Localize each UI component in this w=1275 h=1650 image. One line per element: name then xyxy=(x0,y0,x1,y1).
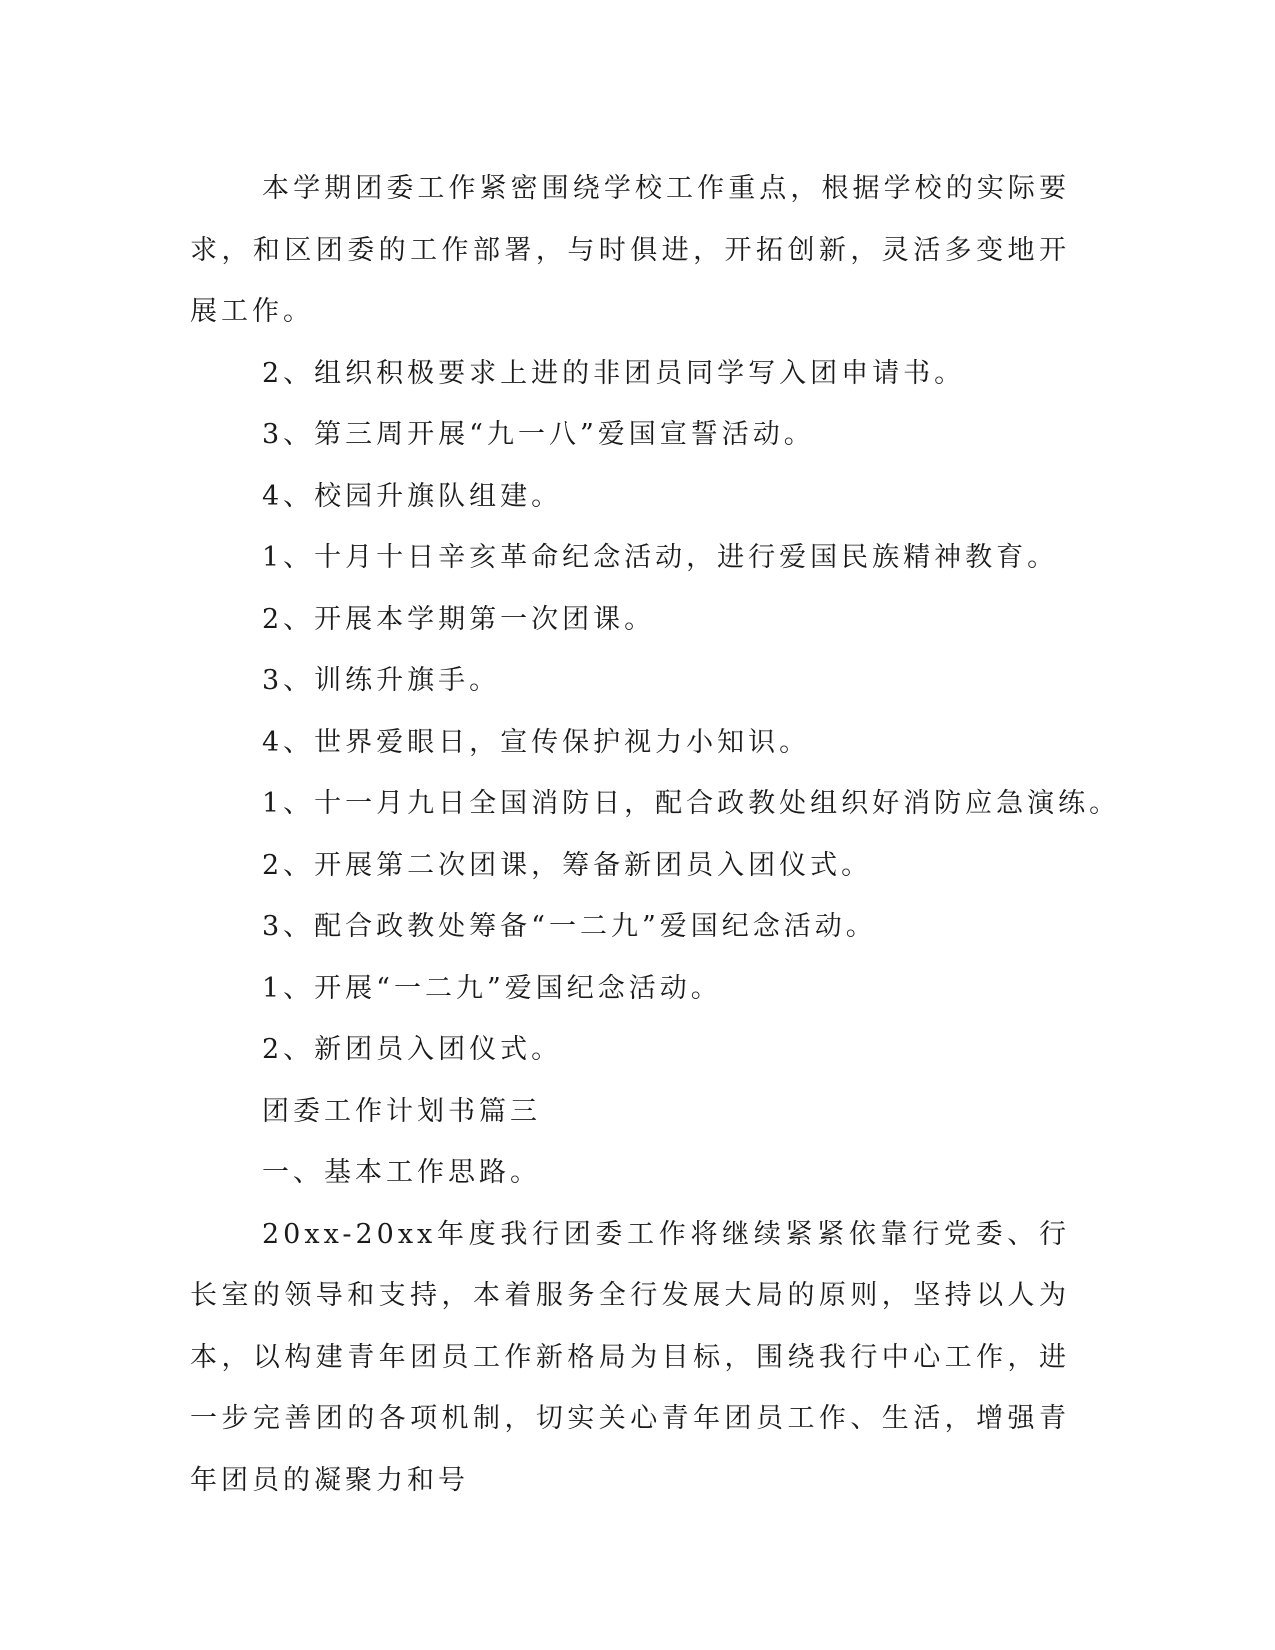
section-title: 团委工作计划书篇三 xyxy=(262,1095,541,1127)
list-item: 1、开展“一二九”爱国纪念活动。 xyxy=(262,972,722,1004)
list-item: 2、新团员入团仪式。 xyxy=(262,1034,563,1065)
intro-paragraph: 本学期团委工作紧密围绕学校工作重点，根据学校的实际要求，和区团委的工作部署，与时俱进，开拓创新，灵活多变地开展工作。 xyxy=(190,173,1070,327)
list-item: 2、组织积极要求上进的非团员同学写入团申请书。 xyxy=(262,357,966,389)
list-item: 1、十月十日辛亥革命纪念活动，进行爱国民族精神教育。 xyxy=(262,542,1059,573)
list-item: 3、第三周开展“九一八”爱国宣誓活动。 xyxy=(262,419,815,450)
list-item: 2、开展第二次团课，筹备新团员入团仪式。 xyxy=(262,849,873,881)
list-item: 4、世界爱眼日，宣传保护视力小知识。 xyxy=(262,726,811,758)
section-heading: 一、基本工作思路。 xyxy=(262,1157,541,1188)
list-item: 3、配合政教处筹备“一二九”爱国纪念活动。 xyxy=(262,911,877,942)
body-paragraph: 20xx-20xx年度我行团委工作将继续紧紧依靠行党委、行长室的领导和支持，本着服务全行发展大局的原则，坚持以人为本，以构建青年团员工作新格局为目标，围绕我行中心工作，进一步完善团的各项机制，切实关心青年团员工作、生活，增强青年团员的凝聚力和号 xyxy=(190,1218,1070,1496)
list-item: 4、校园升旗队组建。 xyxy=(262,480,563,512)
list-item: 3、训练升旗手。 xyxy=(262,665,501,696)
list-item: 2、开展本学期第一次团课。 xyxy=(262,603,656,635)
list-item: 1、十一月九日全国消防日，配合政教处组织好消防应急演练。 xyxy=(262,788,1121,819)
document-body xyxy=(190,158,1121,1511)
